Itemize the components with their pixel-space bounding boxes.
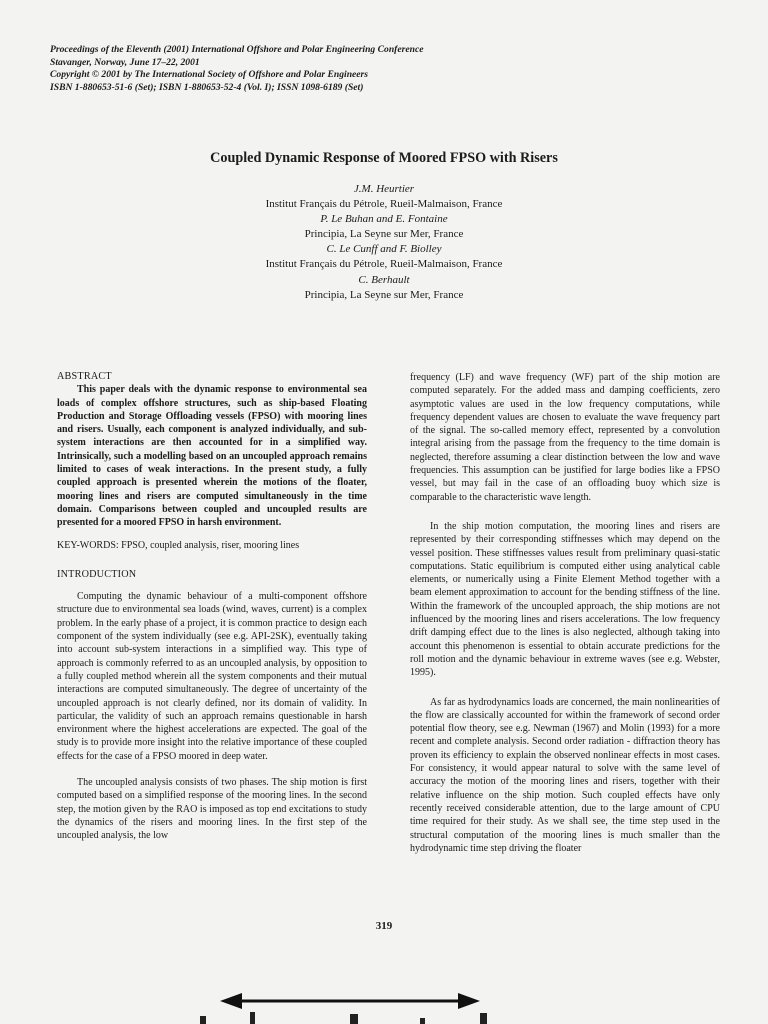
scan-artifact-marks: [180, 1012, 520, 1024]
header-isbn: ISBN 1-880653-51-6 (Set); ISBN 1-880653-52-4 (Vol. I); ISSN 1098-6189 (Set): [50, 81, 364, 93]
author-name: C. Berhault: [358, 273, 410, 286]
author-affiliation: Institut Français du Pétrole, Rueil-Malmaison, France: [265, 258, 503, 271]
keywords: KEY-WORDS: FPSO, coupled analysis, riser, mooring lines: [57, 539, 300, 551]
header-location: Stavanger, Norway, June 17–22, 2001: [50, 56, 200, 68]
author-block: [0, 182, 768, 303]
introduction-heading: INTRODUCTION: [57, 568, 137, 580]
header-copyright: Copyright © 2001 by The International Society of Offshore and Polar Engineers: [50, 69, 369, 81]
paper-title: Coupled Dynamic Response of Moored FPSO with Risers: [210, 150, 558, 166]
right-column: [410, 371, 720, 855]
introduction-paragraph-1: Computing the dynamic behaviour of a multi-component offshore structure due to environmental sea loads (wind, waves, current) is a complex problem. In the early phase of a project, it is common practice to design each component of the system individually (see e.g. API-2SK), eventually taking into account sub-system interactions in a simplified way. This type of approach is commonly referred to as an uncoupled analysis, by opposition to a fully coupled method wherein all the system components and their mutual interactions are computed simultaneously. The degree of uncertainty of the uncoupled approach is not clearly defined, nor its domain of validity. In particular, the validity of such an approach remains questionable in harsh environment where the highest accelerations are expected. The goal of the study is to provide more insight into the relative importance of these coupled effects for the case of a FPSO moored in deep water.: [57, 591, 367, 762]
proceedings-header: [50, 44, 610, 94]
author-affiliation: Principia, La Seyne sur Mer, France: [304, 288, 464, 301]
introduction-paragraph-2: The uncoupled analysis consists of two phases. The ship motion is first computed based on a simplified response of the mooring lines. In the second step, the motion given by the RAO is imposed as top end excitations to study the dynamics of the risers and mooring lines. In the first step of the uncoupled analysis, the low: [57, 777, 367, 842]
header-conference: Proceedings of the Eleventh (2001) International Offshore and Polar Engineering Conference: [50, 44, 424, 55]
page-number: 319: [375, 920, 393, 932]
author-affiliation: Institut Français du Pétrole, Rueil-Malmaison, France: [265, 198, 503, 211]
body-paragraph-2: In the ship motion computation, the mooring lines and risers are represented by their corresponding stiffnesses which may depend on the vessel position. These stiffnesses values result from preliminary quasi-static computations. Static equilibrium is computed either using analytical cable elements, or numerically using a Finite Element Method together with a beam element approximation to account for the bending stiffness of the line. Within the framework of the uncoupled approach, the ship motions are not influenced by the mooring lines and risers accelerations. The low frequency drift damping effect due to the lines is also neglected, although taking into account this phenomenon is essential to obtain accurate predictions for the roll motion and the dynamic behaviour in extreme waves (see e.g. Webster, 1995).: [410, 520, 720, 679]
abstract-text: This paper deals with the dynamic response to environmental sea loads of complex offshore structures, such as ship-based Floating Production and Storage Offloading vessels (FPSO) with mooring lines and risers. Usually, each component is analyzed individually, and sub-system interactions are then accounted for in a simplified way. Intrinsically, such a modelling based on an uncoupled approach remains limited to cases of weak interactions. In the present study, a fully coupled approach is presented wherein the motions of the floater, mooring lines and risers are computed simultaneously in the time domain. Comparisons between coupled and uncoupled results are presented for a moored FPSO in harsh environment.: [57, 384, 367, 529]
body-paragraph-1: frequency (LF) and wave frequency (WF) part of the ship motion are computed separately. For the added mass and damping coefficients, zero asymptotic values are used in the low frequency computations, while frequency dependent values are chosen to evaluate the wave frequency part of the signal. The so-called memory effect, represented by a convolution integral arising from the passage from the frequency to the time domain is neglected, therefore assuming a clear distinction between the low and wave frequencies. This assumption can be justified for large bodies like a FPSO vessel, but may fail in the case of an offloading buoy which size is comparable to the characteristic wave length.: [410, 372, 720, 503]
author-name: J.M. Heurtier: [353, 183, 415, 195]
author-name: P. Le Buhan and E. Fontaine: [320, 213, 448, 226]
author-name: C. Le Cunff and F. Biolley: [326, 243, 442, 256]
body-paragraph-3: As far as hydrodynamics loads are concerned, the main nonlinearities of the flow are classically accounted for within the framework of second order potential flow theory, see e.g. Newman (1967) and Molin (1993) for a more recent and complete analysis. Second order radiation - diffraction theory has proven its efficiency to explain the observed nonlinear effects in most cases. For consistency, it would appear natural to solve with the same level of accuracy the motion of the mooring lines and risers, together with their relative influence on the ship motion. Such coupled effects have only recently received considerable attention, due to the large amount of CPU time required for their study. As we shall see, the time step used in the structural computation of the mooring lines is much smaller than the hydrodynamic time step driving the floater: [410, 696, 720, 854]
left-column: [57, 370, 367, 843]
double-arrow-icon: [220, 988, 480, 1014]
abstract-heading: ABSTRACT: [57, 371, 112, 382]
author-affiliation: Principia, La Seyne sur Mer, France: [304, 228, 464, 241]
